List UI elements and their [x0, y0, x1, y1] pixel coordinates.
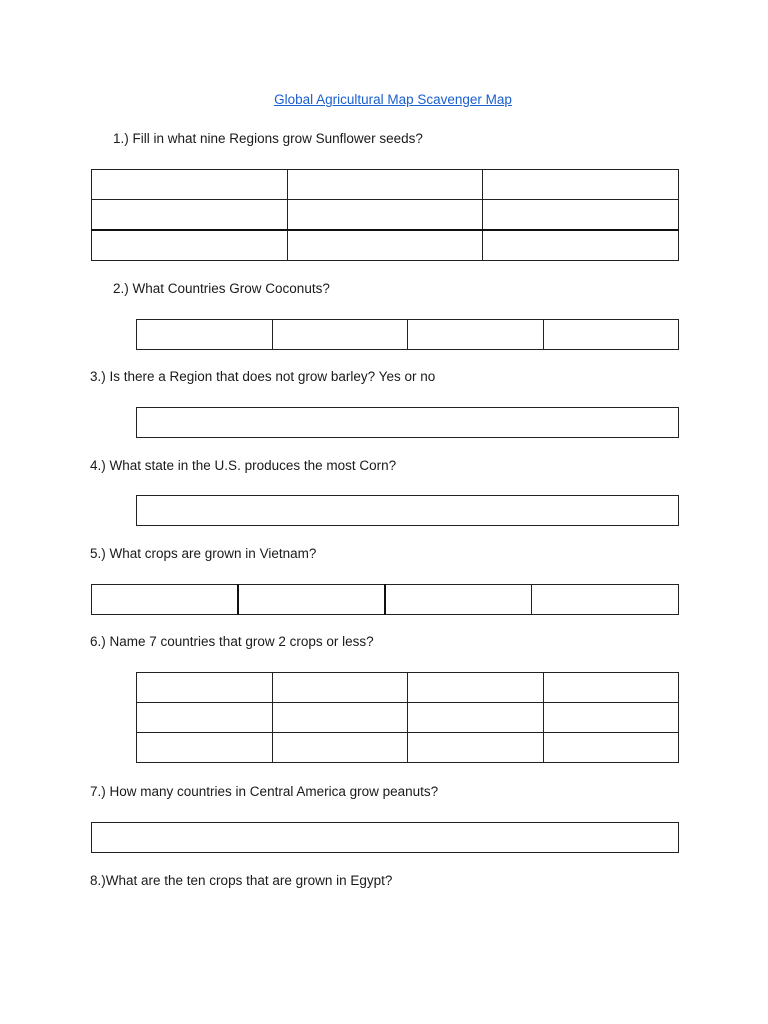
answer-cell[interactable] — [137, 733, 273, 763]
answer-cell[interactable] — [92, 585, 239, 615]
answer-cell[interactable] — [137, 673, 273, 703]
answer-cell[interactable] — [92, 200, 288, 231]
question-2-answer-grid — [136, 319, 679, 350]
question-2-label: 2.) What Countries Grow Coconuts? — [113, 281, 330, 296]
answer-cell[interactable] — [483, 200, 679, 231]
question-6-answer-grid — [136, 672, 679, 763]
answer-cell[interactable] — [272, 703, 408, 733]
answer-cell[interactable] — [92, 230, 288, 261]
table-row — [137, 733, 679, 763]
question-7-answer-box — [91, 822, 679, 853]
table-row — [92, 823, 679, 853]
answer-cell[interactable] — [543, 703, 679, 733]
answer-cell[interactable] — [137, 408, 679, 438]
table-row — [92, 170, 679, 200]
answer-cell[interactable] — [272, 673, 408, 703]
answer-cell[interactable] — [408, 320, 544, 350]
answer-cell[interactable] — [483, 230, 679, 261]
answer-cell[interactable] — [137, 320, 273, 350]
question-4-answer-box — [136, 495, 679, 526]
table-row — [137, 408, 679, 438]
table-row — [137, 496, 679, 526]
question-4-label: 4.) What state in the U.S. produces the most Corn? — [90, 458, 397, 473]
question-3-label: 3.) Is there a Region that does not grow barley? Yes or no — [90, 369, 436, 384]
table-row — [137, 673, 679, 703]
question-5-label: 5.) What crops are grown in Vietnam? — [90, 546, 317, 561]
answer-cell[interactable] — [385, 585, 532, 615]
question-6-label: 6.) Name 7 countries that grow 2 crops or less? — [90, 634, 374, 649]
table-row — [92, 230, 679, 261]
table-row — [137, 320, 679, 350]
answer-cell[interactable] — [137, 703, 273, 733]
question-1-answer-grid — [91, 169, 679, 261]
answer-cell[interactable] — [287, 170, 483, 200]
question-7-label: 7.) How many countries in Central America grow peanuts? — [90, 784, 439, 799]
answer-cell[interactable] — [287, 230, 483, 261]
answer-cell[interactable] — [543, 673, 679, 703]
answer-cell[interactable] — [532, 585, 679, 615]
answer-cell[interactable] — [272, 733, 408, 763]
answer-cell[interactable] — [272, 320, 408, 350]
answer-cell[interactable] — [287, 200, 483, 231]
question-5-answer-grid — [91, 584, 679, 615]
answer-cell[interactable] — [92, 823, 679, 853]
answer-cell[interactable] — [543, 733, 679, 763]
answer-cell[interactable] — [408, 703, 544, 733]
table-row — [92, 200, 679, 231]
answer-cell[interactable] — [238, 585, 385, 615]
table-row — [137, 703, 679, 733]
question-3-answer-box — [136, 407, 679, 438]
answer-cell[interactable] — [543, 320, 679, 350]
answer-cell[interactable] — [408, 673, 544, 703]
question-1-label: 1.) Fill in what nine Regions grow Sunflower seeds? — [113, 131, 423, 146]
answer-cell[interactable] — [483, 170, 679, 200]
answer-cell[interactable] — [92, 170, 288, 200]
answer-cell[interactable] — [137, 496, 679, 526]
table-row — [92, 585, 679, 615]
question-8-label: 8.)What are the ten crops that are grown in Egypt? — [90, 873, 393, 888]
worksheet-title-link[interactable]: Global Agricultural Map Scavenger Map — [274, 92, 512, 107]
answer-cell[interactable] — [408, 733, 544, 763]
